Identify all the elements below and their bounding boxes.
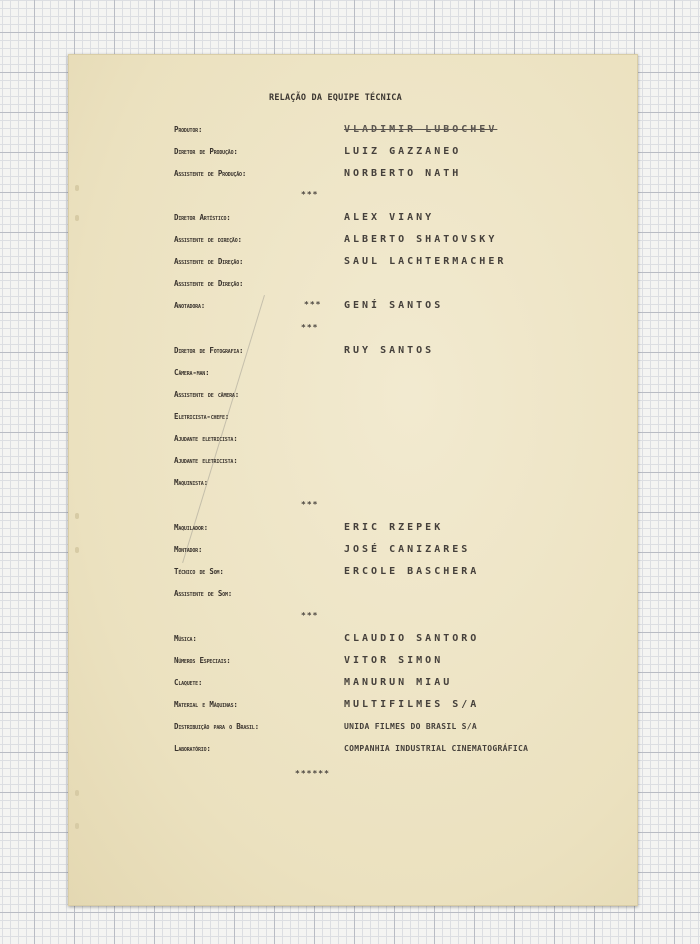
crew-row xyxy=(174,434,614,448)
crew-name: ERCOLE BASCHERA xyxy=(344,566,480,577)
role-label: Diretor Artístico: xyxy=(174,213,231,222)
crew-row xyxy=(174,744,614,758)
role-label: Maquinista: xyxy=(174,478,208,487)
crew-row xyxy=(174,478,614,492)
crew-name: RUY SANTOS xyxy=(344,345,435,356)
punch-hole xyxy=(75,185,79,191)
role-label: Eletricista-chefe: xyxy=(174,412,230,421)
crew-name: GENÍ SANTOS xyxy=(344,300,444,311)
crew-row xyxy=(174,279,614,293)
role-label: Assistente de Direção: xyxy=(174,279,244,288)
crew-row xyxy=(174,545,614,559)
crew-row xyxy=(174,257,614,271)
crew-row xyxy=(174,235,614,249)
crew-row xyxy=(174,523,614,537)
crew-row xyxy=(174,412,614,426)
role-label: Assistente de Direção: xyxy=(174,257,244,266)
crew-row xyxy=(174,700,614,714)
document-title: RELAÇÃO DA EQUIPE TÉCNICA xyxy=(269,93,402,103)
role-label: Música: xyxy=(174,634,197,643)
punch-hole xyxy=(75,215,79,221)
crew-row xyxy=(174,213,614,227)
section-separator: *** xyxy=(301,190,319,199)
crew-row xyxy=(174,589,614,603)
crew-row xyxy=(174,656,614,670)
crew-name: VLADIMIR LUBOCHEV xyxy=(344,124,498,135)
role-label: Ajudante eletricista: xyxy=(174,456,238,465)
typed-document-page xyxy=(68,54,638,906)
role-label: Assistente de direção: xyxy=(174,235,242,244)
crew-name: CLAUDIO SANTORO xyxy=(344,633,480,644)
role-label: Claquete: xyxy=(174,678,203,687)
role-label: Assistente de Produção: xyxy=(174,169,247,178)
role-label: Produtor: xyxy=(174,125,203,134)
crew-row xyxy=(174,301,614,315)
role-label: Assistente de câmera: xyxy=(174,390,240,399)
role-label: Assistente de Som: xyxy=(174,589,233,598)
inline-separator: *** xyxy=(304,300,322,309)
punch-hole xyxy=(75,823,79,829)
section-separator: *** xyxy=(301,500,319,509)
crew-row xyxy=(174,567,614,581)
role-label: Números Especiais: xyxy=(174,656,231,665)
crew-name: LUIZ GAZZANEO xyxy=(344,146,462,157)
crew-name: UNIDA FILMES DO BRASIL S/A xyxy=(344,722,478,731)
crew-row xyxy=(174,390,614,404)
role-label: Diretor de Produção: xyxy=(174,147,238,156)
role-label: Técnico de Som: xyxy=(174,567,224,576)
role-label: Distribuição para o Brasil: xyxy=(174,722,259,731)
punch-hole xyxy=(75,790,79,796)
crew-row xyxy=(174,722,614,736)
crew-row xyxy=(174,634,614,648)
crew-name: ERIC RZEPEK xyxy=(344,522,444,533)
role-label: Material e Máquinas: xyxy=(174,700,238,709)
crew-name: ALEX VIANY xyxy=(344,212,435,223)
crew-name: SAUL LACHTERMACHER xyxy=(344,256,507,267)
role-label: Câmera-man: xyxy=(174,368,210,377)
crew-row xyxy=(174,169,614,183)
crew-name: JOSÉ CANIZARES xyxy=(344,544,471,555)
role-label: Ajudante eletricista: xyxy=(174,434,238,443)
crew-name: COMPANHIA INDUSTRIAL CINEMATOGRÁFICA xyxy=(344,744,529,753)
section-separator: *** xyxy=(301,323,319,332)
end-mark: ****** xyxy=(295,769,330,778)
section-separator: *** xyxy=(301,611,319,620)
role-label: Montador: xyxy=(174,545,203,554)
crew-row xyxy=(174,147,614,161)
punch-hole xyxy=(75,547,79,553)
crew-name: VITOR SIMON xyxy=(344,655,444,666)
crew-row xyxy=(174,368,614,382)
crew-name: MULTIFILMES S/A xyxy=(344,699,480,710)
crew-name: NORBERTO NATH xyxy=(344,168,462,179)
role-label: Laboratório: xyxy=(174,744,211,753)
crew-row xyxy=(174,346,614,360)
punch-hole xyxy=(75,513,79,519)
role-label: Anotadora: xyxy=(174,301,206,310)
role-label: Diretor de Fotografia: xyxy=(174,346,244,355)
crew-name: ALBERTO SHATOVSKY xyxy=(344,234,498,245)
crew-name: MANURUN MIAU xyxy=(344,677,453,688)
role-label: Maquilador: xyxy=(174,523,208,532)
crew-row xyxy=(174,125,614,139)
crew-row xyxy=(174,678,614,692)
crew-row xyxy=(174,456,614,470)
